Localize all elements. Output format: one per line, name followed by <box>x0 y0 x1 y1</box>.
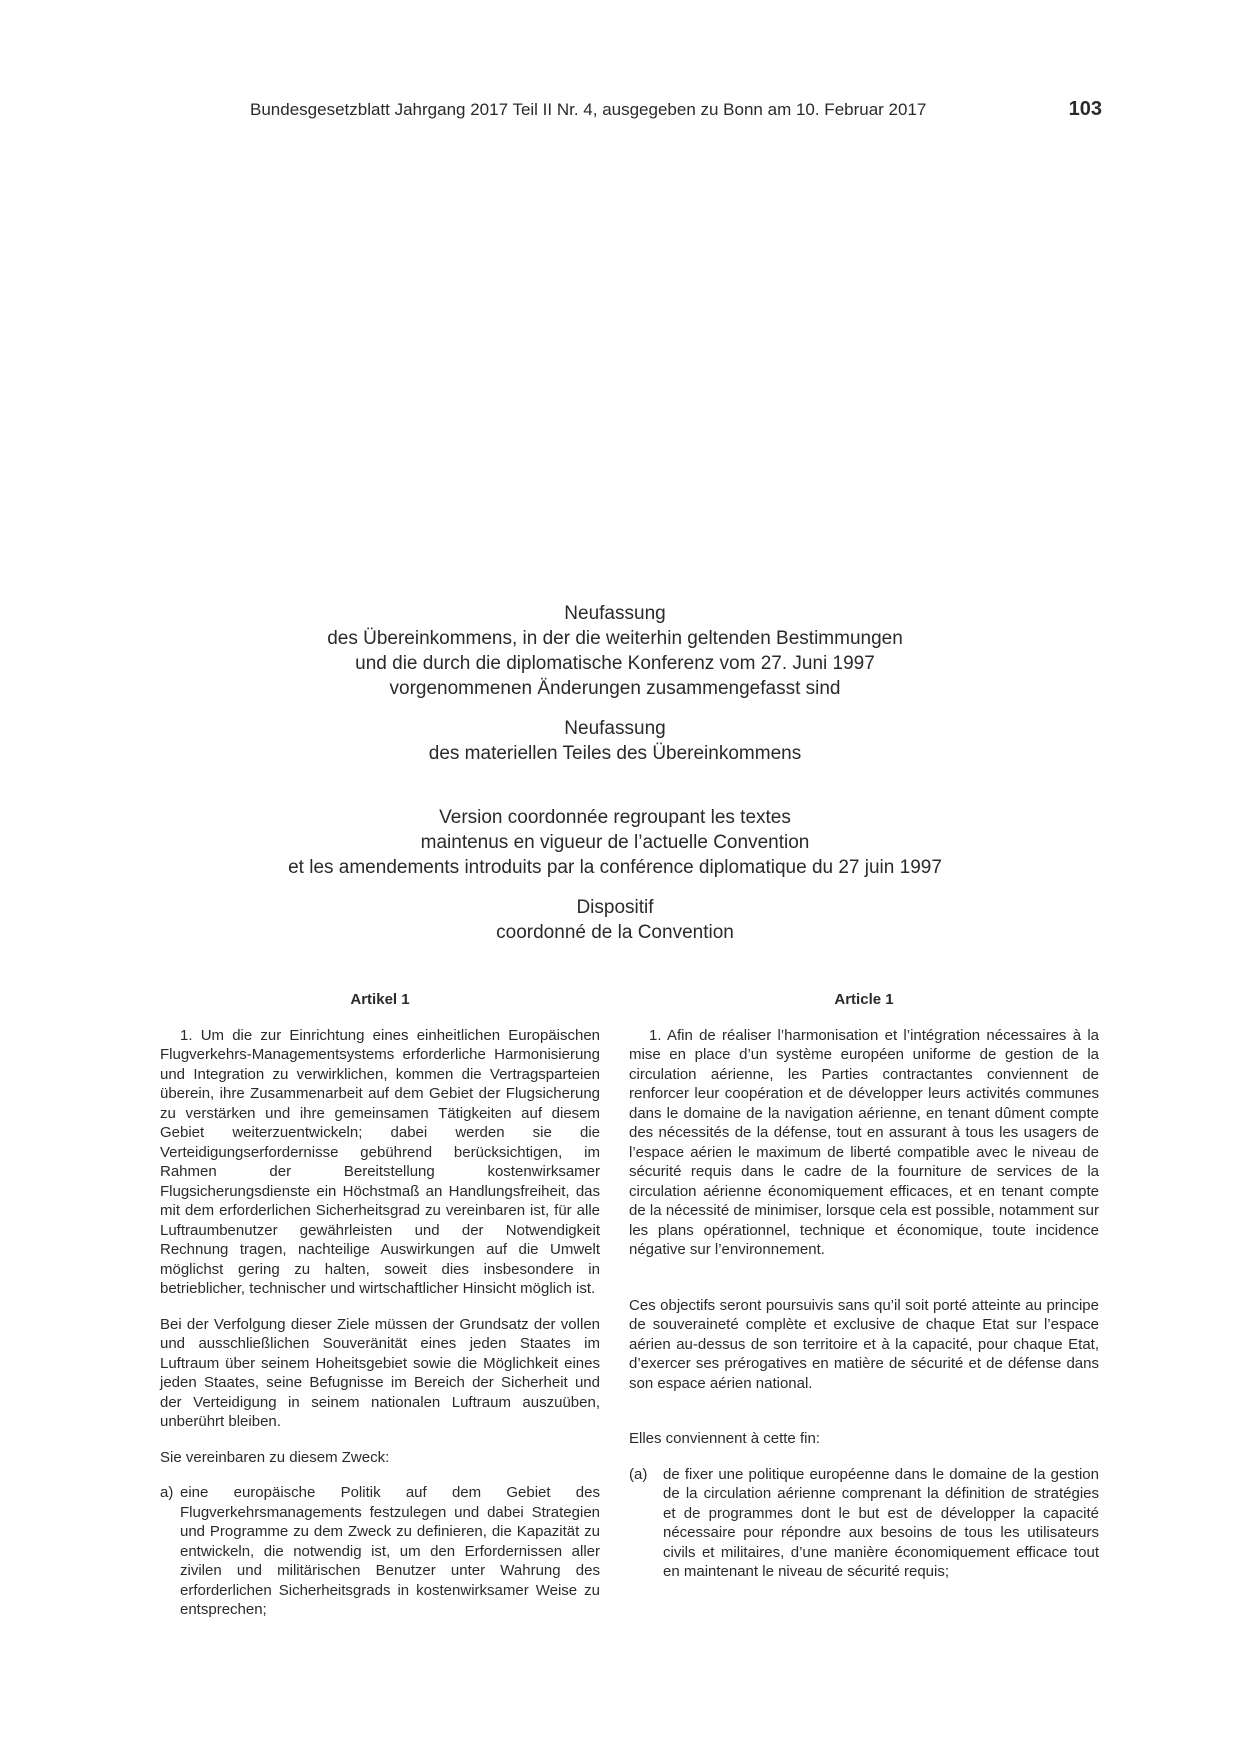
running-header: Bundesgesetzblatt Jahrgang 2017 Teil II Nr. 4, ausgegeben zu Bonn am 10. Februar 2017 <box>250 100 927 119</box>
title-line: und die durch die diplomatische Konferenz vom 27. Juni 1997 <box>355 653 875 674</box>
list-item-text: eine europäische Politik auf dem Gebiet des Flugverkehrsmanagements festzulegen und dabei Strategien und Programme zu dem Zweck zu definieren, die Kapazität zu entwickeln, die notwendig ist, um den Erfordernissen aller zivilen und militärischen Benutzer unter Wahrung des erforderlichen Sicherheitsgrads in kostenwirksamer Weise zu entsprechen; <box>180 1484 600 1618</box>
title-line: des materiellen Teiles des Übereinkommens <box>428 743 802 764</box>
title-line: des Übereinkommens, in der die weiterhin geltenden Bestimmungen <box>327 628 903 649</box>
german-column <box>160 990 600 1620</box>
page-number: 103 <box>1068 98 1102 120</box>
title-line: Dispositif <box>576 897 654 918</box>
title-line: coordonné de la Convention <box>496 922 734 943</box>
french-column <box>629 990 1099 1582</box>
list-item-a <box>629 1465 1099 1582</box>
german-sub-title <box>195 716 1035 766</box>
paragraph-3: Sie vereinbaren zu diesem Zweck: <box>160 1448 390 1466</box>
paragraph-2: Bei der Verfolgung dieser Ziele müssen der Grundsatz der vollen und ausschließlichen Souveränität eines jeden Staates im Luftraum über seinem Hoheitsgebiet sowie die Möglichkeit eines jeden Staates, seine Befugnisse im Bereich der Sicherheit und der Verteidigung in seinem nationalen Luftraum auszuüben, unberührt bleiben. <box>160 1315 600 1430</box>
title-line: Neufassung <box>564 718 666 739</box>
title-line: Neufassung <box>564 603 666 624</box>
article-heading: Artikel 1 <box>350 991 410 1008</box>
list-item-a <box>160 1483 600 1620</box>
title-line: et les amendements introduits par la conférence diplomatique du 27 juin 1997 <box>288 857 942 878</box>
paragraph-1: 1. Afin de réaliser l’harmonisation et l’intégration nécessaires à la mise en place d’un système européen uniforme de gestion de la circulation aérienne, les Parties contractantes conviennent de renforcer leur coopération et de développer leurs activités communes dans le domaine de la navigation aérienne, en tenant dûment compte des nécessités de la défense, tout en assurant à tous les usagers de l’espace aérien le maximum de liberté compatible avec le niveau de sécurité requis dans le cadre de la fourniture de services de la circulation aérienne économiquement efficaces, et en tenant compte de la nécessité de minimiser, lorsque cela est possible, notamment sur les plans opérationnel, technique et économique, toute incidence négative sur l’environnement. <box>629 1026 1099 1258</box>
paragraph-1: 1. Um die zur Einrichtung eines einheitlichen Europäischen Flugverkehrs-Managementsystems erforderliche Harmonisierung und Integration zu verwirklichen, kommen die Vertragsparteien überein, ihre Zusammenarbeit auf dem Gebiet der Flugsicherung zu verstärken und ihre gemeinsamen Tätigkeiten auf diesem Gebiet weiterzuentwickeln; dabei werden sie die Verteidigungserfordernisse gebührend berücksichtigen, im Rahmen der Bereitstellung kostenwirksamer Flugsicherungsdienste ein Höchstmaß an Handlungsfreiheit, das mit dem erforderlichen Sicherheitsgrad zu vereinbaren ist, für alle Luftraumbenutzer gewährleisten und der Notwendigkeit Rechnung tragen, nachteilige Auswirkungen auf die Umwelt möglichst gering zu halten, soweit dies insbesondere in betrieblicher, technischer und wirtschaftlicher Hinsicht möglich ist. <box>160 1026 600 1297</box>
german-main-title <box>195 601 1035 701</box>
list-marker: (a) <box>629 1465 648 1483</box>
list-marker: a) <box>160 1484 174 1501</box>
list-item-text: de fixer une politique européenne dans le domaine de la gestion de la circulation aérienne comprenant la définition de stratégies et de programmes dont le but est de développer la capacité nécessaire pour répondre aux besoins de tous les utilisateurs civils et militaires, d’une manière économiquement efficace tout en maintenant le niveau de sécurité requis; <box>663 1465 1099 1580</box>
title-line: vorgenommenen Änderungen zusammengefasst sind <box>389 678 841 699</box>
french-sub-title <box>195 895 1035 945</box>
title-line: Version coordonnée regroupant les textes <box>439 807 791 828</box>
article-heading: Article 1 <box>834 991 894 1008</box>
paragraph-3: Elles conviennent à cette fin: <box>629 1430 820 1447</box>
title-line: maintenus en vigueur de l’actuelle Convention <box>420 832 810 853</box>
french-main-title <box>195 805 1035 880</box>
paragraph-2: Ces objectifs seront poursuivis sans qu’il soit porté atteinte au principe de souveraineté complète et exclusive de chaque Etat sur l’espace aérien au-dessus de son territoire et à la capacité, pour chaque Etat, d’exercer ses prérogatives en matière de sécurité et de défense dans son espace aérien national. <box>629 1296 1099 1392</box>
